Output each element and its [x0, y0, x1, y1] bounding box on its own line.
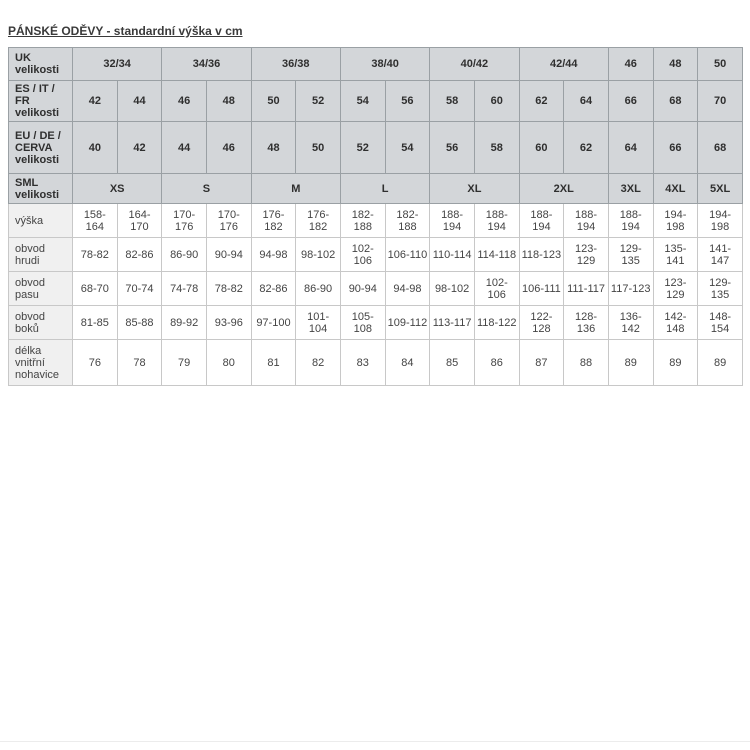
row-label: obvod pasu	[9, 272, 73, 306]
value-cell: 90-94	[206, 238, 251, 272]
header-cell: 2XL	[519, 174, 608, 204]
value-cell: 86	[474, 340, 519, 386]
value-cell: 111-117	[564, 272, 609, 306]
value-cell: 148-154	[698, 306, 743, 340]
header-cell: XS	[73, 174, 162, 204]
value-cell: 98-102	[296, 238, 341, 272]
header-row	[9, 174, 743, 204]
header-cell: 56	[430, 122, 475, 174]
header-cell: 58	[430, 81, 475, 122]
table-row	[9, 272, 743, 306]
header-cell: 46	[162, 81, 207, 122]
value-cell: 188-194	[430, 204, 475, 238]
table-row	[9, 340, 743, 386]
header-cell: 36/38	[251, 48, 340, 81]
value-cell: 194-198	[653, 204, 698, 238]
size-table	[8, 47, 743, 386]
value-cell: 105-108	[340, 306, 385, 340]
value-cell: 74-78	[162, 272, 207, 306]
value-cell: 188-194	[519, 204, 564, 238]
header-cell: 62	[564, 122, 609, 174]
value-cell: 129-135	[608, 238, 653, 272]
header-cell: 58	[474, 122, 519, 174]
value-cell: 82	[296, 340, 341, 386]
value-cell: 86-90	[296, 272, 341, 306]
header-cell: XL	[430, 174, 519, 204]
value-cell: 123-129	[653, 272, 698, 306]
row-label: obvod boků	[9, 306, 73, 340]
value-cell: 76	[73, 340, 118, 386]
header-cell: 48	[206, 81, 251, 122]
value-cell: 89-92	[162, 306, 207, 340]
value-cell: 80	[206, 340, 251, 386]
header-cell: 42	[73, 81, 118, 122]
value-cell: 170-176	[206, 204, 251, 238]
header-cell: 32/34	[73, 48, 162, 81]
value-cell: 176-182	[251, 204, 296, 238]
value-cell: 176-182	[296, 204, 341, 238]
header-cell: M	[251, 174, 340, 204]
row-label: výška	[9, 204, 73, 238]
header-cell: 34/36	[162, 48, 251, 81]
value-cell: 114-118	[474, 238, 519, 272]
header-cell: 64	[564, 81, 609, 122]
value-cell: 88	[564, 340, 609, 386]
header-cell: 50	[251, 81, 296, 122]
header-cell: 42	[117, 122, 162, 174]
table-row	[9, 204, 743, 238]
header-row	[9, 48, 743, 81]
value-cell: 164-170	[117, 204, 162, 238]
header-row	[9, 122, 743, 174]
value-cell: 117-123	[608, 272, 653, 306]
bottom-divider	[0, 741, 750, 742]
value-cell: 70-74	[117, 272, 162, 306]
header-cell: 48	[251, 122, 296, 174]
value-cell: 142-148	[653, 306, 698, 340]
value-cell: 98-102	[430, 272, 475, 306]
value-cell: 118-122	[474, 306, 519, 340]
value-cell: 68-70	[73, 272, 118, 306]
header-cell: 44	[117, 81, 162, 122]
header-row-label: UK velikosti	[9, 48, 73, 81]
header-cell: 5XL	[698, 174, 743, 204]
header-cell: 44	[162, 122, 207, 174]
header-cell: 60	[474, 81, 519, 122]
size-table-body	[9, 204, 743, 386]
value-cell: 123-129	[564, 238, 609, 272]
header-cell: 62	[519, 81, 564, 122]
value-cell: 84	[385, 340, 430, 386]
header-cell: S	[162, 174, 251, 204]
value-cell: 129-135	[698, 272, 743, 306]
header-cell: 54	[340, 81, 385, 122]
value-cell: 182-188	[385, 204, 430, 238]
value-cell: 89	[653, 340, 698, 386]
header-row	[9, 81, 743, 122]
header-cell: 52	[296, 81, 341, 122]
header-cell: 40	[73, 122, 118, 174]
value-cell: 188-194	[564, 204, 609, 238]
value-cell: 89	[608, 340, 653, 386]
value-cell: 188-194	[608, 204, 653, 238]
value-cell: 182-188	[340, 204, 385, 238]
value-cell: 101-104	[296, 306, 341, 340]
header-cell: 48	[653, 48, 698, 81]
value-cell: 110-114	[430, 238, 475, 272]
header-cell: 66	[608, 81, 653, 122]
header-cell: 54	[385, 122, 430, 174]
value-cell: 86-90	[162, 238, 207, 272]
value-cell: 81-85	[73, 306, 118, 340]
header-cell: 46	[608, 48, 653, 81]
value-cell: 87	[519, 340, 564, 386]
header-cell: 4XL	[653, 174, 698, 204]
value-cell: 106-110	[385, 238, 430, 272]
header-cell: 70	[698, 81, 743, 122]
row-label: obvod hrudi	[9, 238, 73, 272]
header-cell: 56	[385, 81, 430, 122]
value-cell: 78	[117, 340, 162, 386]
header-cell: 3XL	[608, 174, 653, 204]
value-cell: 78-82	[206, 272, 251, 306]
value-cell: 194-198	[698, 204, 743, 238]
value-cell: 106-111	[519, 272, 564, 306]
value-cell: 113-117	[430, 306, 475, 340]
header-cell: 68	[698, 122, 743, 174]
value-cell: 82-86	[251, 272, 296, 306]
value-cell: 94-98	[251, 238, 296, 272]
header-cell: L	[340, 174, 429, 204]
value-cell: 83	[340, 340, 385, 386]
header-cell: 50	[698, 48, 743, 81]
value-cell: 136-142	[608, 306, 653, 340]
header-cell: 38/40	[340, 48, 429, 81]
value-cell: 97-100	[251, 306, 296, 340]
value-cell: 188-194	[474, 204, 519, 238]
header-row-label: EU / DE / CERVA velikosti	[9, 122, 73, 174]
value-cell: 122-128	[519, 306, 564, 340]
value-cell: 85	[430, 340, 475, 386]
header-cell: 52	[340, 122, 385, 174]
header-row-label: SML velikosti	[9, 174, 73, 204]
value-cell: 85-88	[117, 306, 162, 340]
value-cell: 79	[162, 340, 207, 386]
value-cell: 118-123	[519, 238, 564, 272]
value-cell: 170-176	[162, 204, 207, 238]
value-cell: 158-164	[73, 204, 118, 238]
value-cell: 93-96	[206, 306, 251, 340]
value-cell: 78-82	[73, 238, 118, 272]
header-row-label: ES / IT / FR velikosti	[9, 81, 73, 122]
value-cell: 89	[698, 340, 743, 386]
header-cell: 64	[608, 122, 653, 174]
header-cell: 42/44	[519, 48, 608, 81]
header-cell: 68	[653, 81, 698, 122]
value-cell: 102-106	[474, 272, 519, 306]
value-cell: 135-141	[653, 238, 698, 272]
value-cell: 109-112	[385, 306, 430, 340]
value-cell: 102-106	[340, 238, 385, 272]
header-cell: 46	[206, 122, 251, 174]
value-cell: 82-86	[117, 238, 162, 272]
size-table-header	[9, 48, 743, 204]
value-cell: 128-136	[564, 306, 609, 340]
value-cell: 94-98	[385, 272, 430, 306]
value-cell: 90-94	[340, 272, 385, 306]
header-cell: 40/42	[430, 48, 519, 81]
header-cell: 60	[519, 122, 564, 174]
header-cell: 50	[296, 122, 341, 174]
table-row	[9, 306, 743, 340]
table-row	[9, 238, 743, 272]
row-label: délka vnitřní nohavice	[9, 340, 73, 386]
value-cell: 141-147	[698, 238, 743, 272]
value-cell: 81	[251, 340, 296, 386]
page-title[interactable]: PÁNSKÉ ODĚVY - standardní výška v cm	[8, 24, 243, 38]
header-cell: 66	[653, 122, 698, 174]
